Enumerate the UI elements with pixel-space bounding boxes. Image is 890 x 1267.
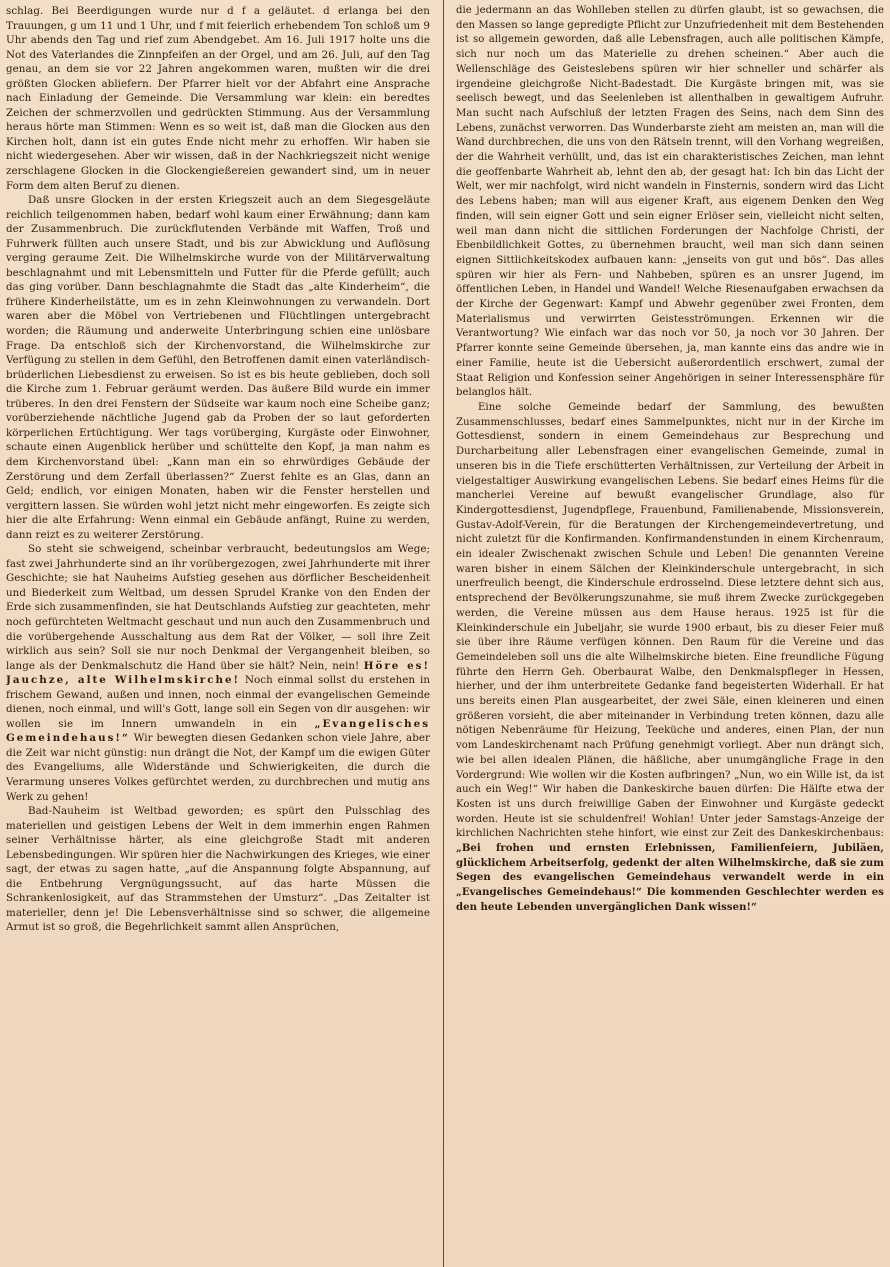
right-column [452,4,884,1263]
paragraph: schlag. Bei Beerdigungen wurde nur d f a geläutet. d erlanga bei den Trauungen, g um 11 und 1 Uhr, und f mit feierlich erhebendem Ton schloß um 9 Uhr abends den Tag und rief zum Abendgebet. Am 16. Juli 1917 holte uns die Not des Vaterlandes die Zinnpfeifen an der Orgel, und am 26. Juli, auf den Tag genau, an dem sie vor 22 Jahren angekommen waren, mußten wir die drei größten Glocken abliefern. Der Pfarrer hielt vor der Abfahrt eine Ansprache nach Einladung der Gemeinde. Die Versammlung war klein: ein beredtes Zeichen der schmerzvollen und gedrückten Stimmung. Aus der Versammlung heraus hörte man Stimmen: Wenn es so weit ist, daß man die Glocken aus den Kirchen holt, dann ist ein gutes Ende nicht mehr zu erhoffen. Wir haben sie nicht wiedergesehen. Aber wir wissen, daß in der Nachkriegszeit nicht wenige zerschlagene Glocken in die Glockengießereien gewandert sind, um in neuer Form dem alten Beruf zu dienen. [6,5,430,192]
paragraph [6,542,430,804]
emphasis-text: „Evangelisches Gemeindehaus!“ [6,717,430,745]
paragraph: Daß unsre Glocken in der ersten Kriegszeit auch an dem Siegesgeläute reichlich teilgenommen haben, bedarf wohl kaum einer Erwähnung; dann kam der Zusammenbruch. Die zurückflutenden Verbände mit Waffen, Troß und Fuhrwerk füllten auch unsere Stadt, und bis zur Abwicklung und Auflösung verging geraume Zeit. Die Wilhelmskirche wurde von der Militärverwaltung beschlagnahmt und mit Lebensmitteln und Futter für die Pferde gefüllt; auch das ging vorüber. Dann beschlagnahmte die Stadt das „alte Kinderheim“, die frühere Kinderheilstätte, um es in zehn Kleinwohnungen zu verwandeln. Dort waren aber die Möbel von Vertriebenen und Flüchtlingen untergebracht worden; die Räumung und anderweite Unterbringung schien eine unlösbare Frage. Da entschloß sich der Kirchenvorstand, die Wilhelmskirche zur Verfügung zu stellen in dem Gefühl, den Betroffenen damit einen vaterländisch-brüderlichen Liebesdienst zu erweisen. So ist es bis heute geblieben, doch soll die Kirche zum 1. Februar geräumt werden. Das äußere Bild wurde ein immer trüberes. In den drei Fenstern der Südseite war kaum noch eine Scheibe ganz; vorüberziehende nächtliche Jugend gab da Proben der so laut geforderten körperlichen Ertüchtigung. Wer tags vorüberging, Kurgäste oder Einwohner, schaute einen Augenblick herüber und schüttelte den Kopf, ja man nahm es dem Kirchenvorstand übel: „Kann man ein so ehrwürdiges Gebäude der Zerstörung und dem Zerfall überlassen?“ Zuerst fehlte es an Glas, dann an Geld; endlich, vor einigen Monaten, haben wir die Fenster herstellen und vergittern lassen. Sie würden wohl jetzt nicht mehr eingeworfen. Es zeigte sich hier die alte Erfahrung: Wenn einmal ein Gebäude anfängt, Ruine zu werden, dann reizt es zu weiterer Zerstörung. [6,194,430,541]
column-divider [443,0,444,1267]
paragraph-text: Noch einmal sollst du erstehen in frischem Gewand, außen und innen, noch einmal der evangelischen Gemeinde dienen, noch einmal, und will's Gott, lange soll ein Segen von dir ausgehen: wir wollen sie im Innern umwandeln in ein [6,674,430,730]
paragraph-text: Wir bewegten diesen Gedanken schon viele Jahre, aber die Zeit war nicht günstig: nun drängt die Not, der Kampf um die ewigen Güter des Evangeliums, alle Widerstände und Schwierigkeiten, die durch die Verarmung unseres Volkes gefürchtet werden, zu durchbrechen und mutig ans Werk zu gehen! [6,732,430,803]
paragraph [456,401,884,916]
paragraph-text: So steht sie schweigend, scheinbar verbraucht, bedeutungslos am Wege; fast zwei Jahrhunderte sind an ihr vorübergezogen, zwei Jahrhunderte mit ihrer Geschichte; sie hat Nauheims Aufstieg gesehen aus dörflicher Bescheidenheit und Biederkeit zum Weltbad, um dessen Sprudel Kranke von den Enden der Erde sich zusammenfinden, sie hat Deutschlands Aufstieg zur geachteten, mehr noch gefürchteten Weltmacht geschaut und nun auch den Zusammenbruch und die vorübergehende Ausschaltung aus dem Rat der Völker, — soll ihre Zeit wirklich aus sein? Soll sie nur noch Denkmal der Vergangenheit bleiben, so lange als der Denkmalschutz die Hand über sie hält? Nein, nein! [6,543,430,672]
bold-appeal-text: „Bei frohen und ernsten Erlebnissen, Familienfeiern, Jubiläen, glücklichem Arbeitserfolg, gedenkt der alten Wilhelmskirche, daß sie zum Segen des evangelischen Gemeindehaus verwandelt werde in ein „Evangelisches Gemeindehaus!“ Die kommenden Geschlechter werden es den heute Lebenden unvergänglichen Dank wissen!“ [456,843,884,913]
paragraph: die jedermann an das Wohlleben stellen zu dürfen glaubt, ist so gewachsen, die den Massen so lange gepredigte Pflicht zur Unzufriedenheit mit dem Bestehenden ist so allgemein geworden, daß alle Lebensfragen, auch alle politischen Kämpfe, sich nur noch um das Materielle zu drehen scheinen.“ Aber auch die Wellenschläge des Geisteslebens spüren wir hier schneller und schärfer als irgendeine gleichgroße Nicht-Badestadt. Die Kurgäste bringen mit, was sie seelisch bewegt, und das Seelenleben ist allenthalben in gewaltigem Aufruhr. Man sucht nach Aufschluß der letzten Fragen des Seins, nach dem Sinn des Lebens, zunächst verworren. Das Wunderbarste zieht am meisten an, man will die Wand durchbrechen, die uns von den Rätseln trennt, will den Vorhang wegreißen, der die Wahrheit verhüllt, und, das ist ein charakteristisches Zeichen, man lehnt die geoffenbarte Wahrheit ab, lehnt den ab, der gesagt hat: Ich bin das Licht der Welt, wer mir nachfolgt, wird nicht wandeln in Finsternis, sondern wird das Licht des Lebens haben; man will aus eigener Kraft, aus eigenem Denken den Weg finden, will sein eigner Gott und sein eigner Erlöser sein, vielleicht nicht selten, weil man dann nicht die sittlichen Forderungen der Nachfolge Christi, der Ebenbildlichkeit Gottes, zu übernehmen braucht, weil man sich dann seinen eignen Sittlichkeitskodex aufbauen kann: „jenseits von gut und bös“. Das alles spüren wir hier als Fern- und Nahbeben, spüren es an unsrer Jugend, im öffentlichen Leben, in Handel und Wandel! Welche Riesenaufgaben erwachsen da der Kirche der Gegenwart: Kampf und Abwehr gegenüber zwei Fronten, dem Materialismus und verwirrten Geistesströmungen. Erkennen wir die Verantwortung? Wie einfach war das noch vor 50, ja noch vor 30 Jahren. Der Pfarrer konnte seine Gemeinde übersehen, ja, man kannte eins das andre wie in einer Familie, heute ist die Uebersicht außerordentlich erschwert, zumal der Staat Religion und Konfession seiner Angehörigen in seiner Interessensphäre für belanglos hält. [456,5,884,399]
paragraph: Bad-Nauheim ist Weltbad geworden; es spürt den Pulsschlag des materiellen und geistigen Lebens der Welt in dem immerhin engen Rahmen seiner Verhältnisse härter, als eine gleichgroße Stadt mit anderen Lebensbedingungen. Wir spüren hier die Nachwirkungen des Krieges, wie einer sagt, der etwas zu sagen hatte, „auf die Anspannung folgte Abspannung, auf die Entbehrung Vergnügungssucht, auf das harte Müssen die Schrankenlosigkeit, auf das Strammstehen der Umsturz“. „Das Zeitalter ist materieller, denn je! Die Lebensverhältnisse sind so schwer, die allgemeine Armut ist so groß, die Begehrlichkeit sammt allen Ansprüchen, [6,805,430,934]
left-column [6,4,436,1263]
emphasis-text: Höre es! Jauchze, alte Wilhelmskirche! [6,659,431,687]
paragraph-text: Eine solche Gemeinde bedarf der Sammlung, des bewußten Zusammenschlusses, bedarf eines Sammelpunktes, nicht nur in der Kirche im Gottesdienst, sondern in einem Gemeindehaus zur Besprechung und Durcharbeitung aller Lebensfragen einer evangelischen Gemeinde, zumal in unseren bis in die Tiefe erschütterten Verhältnissen, zur Verteilung der Arbeit in vielgestaltiger Auswirkung evangelischen Lebens. Sie bedarf eines Heims für die mancherlei Vereine auf bewußt evangelischer Grundlage, also für Kindergottesdienst, Jugendpflege, Frauenbund, Familienabende, Missionsverein, Gustav-Adolf-Verein, für die Beratungen der Kirchengemeindevertretung, und nicht zuletzt für die Konfirmanden. Konfirmandenstunden in einem Kirchenraum, ein idealer Zwischenakt zwischen Schule und Leben! Die genannten Vereine waren bisher in einem Sälchen der Kleinkinderschule untergebracht, in sich unerfreulich beengt, die Kinderschule erdrosselnd. Diese letztere dehnt sich aus, entsprechend der Bevölkerungszunahme, sie muß ihrem Zwecke zurückgegeben werden, die Vereine müssen aus dem Hause heraus. 1925 ist für die Kleinkinderschule ein Jubeljahr, sie wurde 1900 erbaut, bis zu dieser Feier muß sie über ihre Räume verfügen können. Den Raum für die Vereine und das Gemeindeleben soll uns die alte Wilhelmskirche bieten. Eine freundliche Fügung führte den Herrn Geh. Oberbaurat Walbe, den Denkmalspfleger in Hessen, hierher, und der ihm unterbreitete Gedanke fand begeisterten Widerhall. Er hat uns bereits einen Plan ausgearbeitet, der zwei Säle, einen kleineren und einen größeren vorsieht, die aber miteinander in Verbindung treten können, dazu alle nötigen Nebenräume für Heizung, Teeküche und anderes, einen Plan, der nun vom Landeskirchenamt nach Prüfung genehmigt vorliegt. Aber nun drängt sich, wie bei allen idealen Plänen, die häßliche, aber unumgängliche Frage in den Vordergrund: Wie wollen wir die Kosten aufbringen? „Nun, wo ein Wille ist, da ist auch ein Weg!“ Wir haben die Dankeskirche bauen dürfen: Die Hälfte etwa der Kosten ist uns durch freiwillige Gaben der Einwohner und Kurgäste gedeckt worden. Heute ist sie schuldenfrei! Wohlan! Unter jeder Samstags-Anzeige der kirchlichen Nachrichten stehe hinfort, wie einst zur Zeit des Dankeskirchenbaus: [456,401,884,840]
